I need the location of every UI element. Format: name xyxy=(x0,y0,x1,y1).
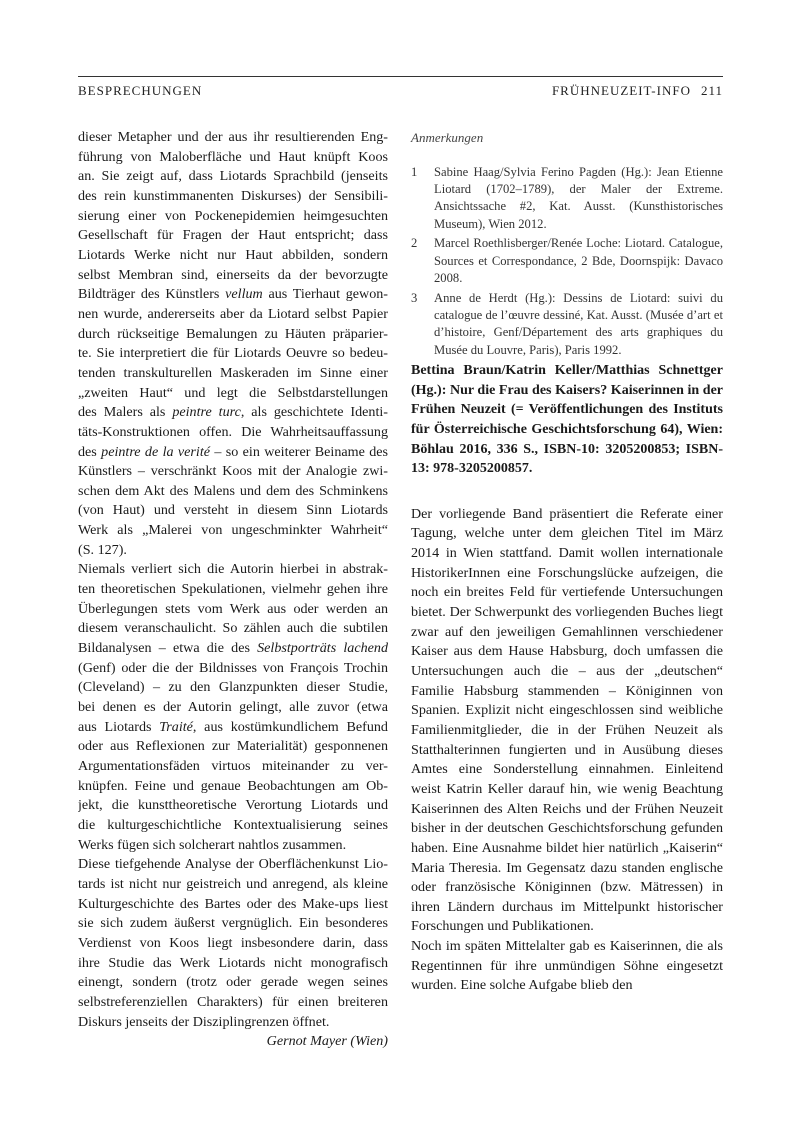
right-column xyxy=(411,128,723,996)
text-line: „zweiten Haut“ und legt die Selbstdarstellungen xyxy=(78,384,388,401)
text-line: an. Sie zeigt auf, dass Liotards Sprachbild (jenseits xyxy=(78,168,388,185)
text-line: selbst Membran sind, einerseits da der bevorzugte xyxy=(78,266,388,283)
text-line: selbstreferenziellen Charakters) für einen breiteren xyxy=(78,993,388,1010)
notes-title: Anmerkungen xyxy=(411,130,484,145)
text-line: Überlegungen stets vom Werk aus oder werden an xyxy=(78,600,388,617)
text-line: bei denen es der Autorin gelingt, alle zuvor (etwa xyxy=(78,699,388,716)
text-line: dieser Metapher und der aus ihr resultierenden Eng- xyxy=(78,129,388,145)
note-text: Sabine Haag/Sylvia Ferino Pagden (Hg.): Jean Etienne Liotard (1702–1789), der Maler der Extreme. Ansichtssache #2, Kat. Ausst. (Kunsthistorisches Museum), Wien 2012. xyxy=(434,164,723,231)
text-line: Bildanalysen – etwa die des Selbstporträts lachend xyxy=(78,640,388,657)
text-line: führung von Maloberfläche und Haut knüpft Koos xyxy=(78,148,388,165)
text-line: einengt, sondern (trotz oder gerade wegen seines xyxy=(78,974,388,991)
text-line: täts-Konstruktionen offen. Die Wahrheitsauffassung xyxy=(78,423,388,440)
note-item xyxy=(411,164,723,234)
text-line: Kulturgeschichte des Bartes oder des Make-ups liest xyxy=(78,895,388,912)
review-paragraph: Noch im späten Mittelalter gab es Kaiserinnen, die als Regentinnen für ihre unmündigen Söhne eingesetzt wurden. Eine solche Aufgabe blieb den xyxy=(411,938,723,994)
text-line: Gesellschaft für Fragen der Haut entspricht; dass xyxy=(78,227,388,244)
text-line: knüpfen. Feine und genaue Beobachtungen am Ob- xyxy=(78,777,388,794)
review-paragraph: Der vorliegende Band präsentiert die Referate einer Tagung, welche unter dem gleichen Titel im März 2014 in Wien stattfand. Damit wollen internationale HistorikerInnen eine Forschungslücke aufzeigen, die noch ein breites Feld für vertiefende Untersuchungen bietet. Der Schwerpunkt des vorliegenden Buches liegt zwar auf den jeweiligen Gemahlinnen verschiedener Kaiser aus dem Hause Habsburg, doch umfassen die Untersuchungen auch die – aus der „deutschen“ Familie Habsburg stammenden – Königinnen von Spanien. Explizit nicht eingeschlossen sind weibliche Familienmitglieder, die in der Frühen Neuzeit als Statthalterinnen fungierten und in Ausübung dieses Amtes eine Sonderstellung einnahmen. Einleitend weist Katrin Keller darauf hin, wie wenig Beachtung Kaiserinnen des Alten Reichs und der Frühen Neuzeit bisher in der deutschen Geschichtsforschung gefunden haben. Eine Ausnahme bildet hier natürlich „Kaiserin“ Maria Theresia. Im Gegensatz dazu standen englische oder französische Königinnen (bzw. Mätressen) in ihren Ländern durchaus im Mittelpunkt historischer Forschungen und Publikationen. xyxy=(411,505,723,935)
page-number: 211 xyxy=(700,83,723,98)
text-line: des Malers als peintre turc, als geschichtete Identi- xyxy=(78,404,388,421)
text-line: (Genf) oder die der Bildnisses von François Trochin xyxy=(78,659,388,676)
text-line: diesem veranschaulicht. So zählen auch die subtilen xyxy=(78,620,388,637)
text-line: (S. 127). xyxy=(78,541,127,558)
text-line: Diese tiefgehende Analyse der Oberflächenkunst Lio- xyxy=(78,856,388,873)
note-number: 1 xyxy=(411,164,418,179)
text-line: sierung einer von Pockenepidemien heimgesuchten xyxy=(78,207,388,224)
section-label: BESPRECHUNGEN xyxy=(78,83,203,98)
left-column xyxy=(78,128,388,1052)
text-line: sie sich zudem äußerst vergnüglich. Ein besonderes xyxy=(78,915,388,932)
text-line: te. Sie interpretiert die für Liotards Oeuvre so bedeu- xyxy=(78,345,388,362)
text-line: die kulturgeschichtliche Kontextualisierung seines xyxy=(78,816,388,833)
note-number: 2 xyxy=(411,236,418,251)
text-line: (Cleveland) – zu den Glanzpunkten dieser Studie, xyxy=(78,679,388,696)
notes-list xyxy=(411,164,723,359)
text-line: ihre Studie das Werk Liotards nicht monografisch xyxy=(78,954,388,971)
text-line: tards ist nicht nur geistreich und anregend, als kleine xyxy=(78,875,388,892)
note-number: 3 xyxy=(411,290,418,305)
text-line: aus Liotards Traité, aus kostümkundlichem Befund xyxy=(78,718,388,735)
text-line: durch rückseitige Bemalungen zu Häuten präparier- xyxy=(78,325,388,342)
note-text: Anne de Herdt (Hg.): Dessins de Liotard: suivi du catalogue de l’œuvre dessiné, Kat. Ausst. (Musée d’art et d’histoire, Genf/Département des arts graphiques du Musée du Louvre, Paris), Paris 1992. xyxy=(434,290,723,357)
text-line: Diskurs jenseits der Disziplingrenzen öffnet. xyxy=(78,1013,330,1030)
text-line: Werk als „Malerei von ungeschminkter Wahrheit“ xyxy=(78,522,388,539)
text-line: Künstlers – verschränkt Koos mit der Analogie zwi- xyxy=(78,463,388,480)
text-line: nen wurde, andererseits aber da Liotard selbst Papier xyxy=(78,305,388,322)
text-line: (von Haut) und versteht in diesem Sinn Liotards xyxy=(78,502,388,519)
journal-info xyxy=(552,83,723,99)
text-line: Argumentationsfäden virtuos miteinander zu ver- xyxy=(78,758,388,774)
note-item xyxy=(411,235,723,287)
text-line: ten theoretischen Spekulationen, vielmehr gehen ihre xyxy=(78,581,388,598)
note-item xyxy=(411,290,723,360)
review-heading: Bettina Braun/Katrin Keller/Matthias Schnettger (Hg.): Nur die Frau des Kaisers? Kaiserinnen in der Frühen Neuzeit (= Veröffentlichungen des Instituts für Österreichische Geschichtsforschung 64), Wien: Böhlau 2016, 336 S., ISBN-10: 3205200853; ISBN-13: 978-3205200857. xyxy=(411,363,723,477)
text-line: des peintre de la verité – so ein weiterer Beiname des xyxy=(78,443,388,460)
text-line: Niemals verliert sich die Autorin hierbei in abstrak- xyxy=(78,561,388,578)
note-text: Marcel Roethlisberger/Renée Loche: Liotard. Catalogue, Sources et Correspondance, 2 Bde, Doornspijk: Davaco 2008. xyxy=(434,236,723,286)
review-body xyxy=(411,505,723,996)
review-author-signature: Gernot Mayer (Wien) xyxy=(266,1033,388,1050)
text-line: Liotards Werke nicht nur Haut abbilden, sondern xyxy=(78,246,388,263)
review-continuation-text xyxy=(78,128,388,1032)
journal-title: FRÜHNEUZEIT-INFO xyxy=(551,83,691,98)
running-header xyxy=(78,76,723,99)
text-line: tenden transkulturellen Maskeraden im Sinne einer xyxy=(78,364,388,381)
text-line: Werks fügen sich solcherart nahtlos zusammen. xyxy=(78,836,347,853)
text-line: Bildträger des Künstlers vellum aus Tierhaut gewon- xyxy=(78,286,388,303)
text-line: Verdienst von Koos liegt insbesondere darin, dass xyxy=(78,934,388,951)
text-line: jekt, die kunsttheoretische Verortung Liotards und xyxy=(78,797,388,814)
text-line: schen dem Akt des Malens und dem des Schminkens xyxy=(78,482,388,499)
text-line: des rein kunstimmanenten Diskurses) der Sensibili- xyxy=(78,187,388,204)
text-line: oder aus Reflexionen zur Materialität) gesponnenen xyxy=(78,738,388,755)
